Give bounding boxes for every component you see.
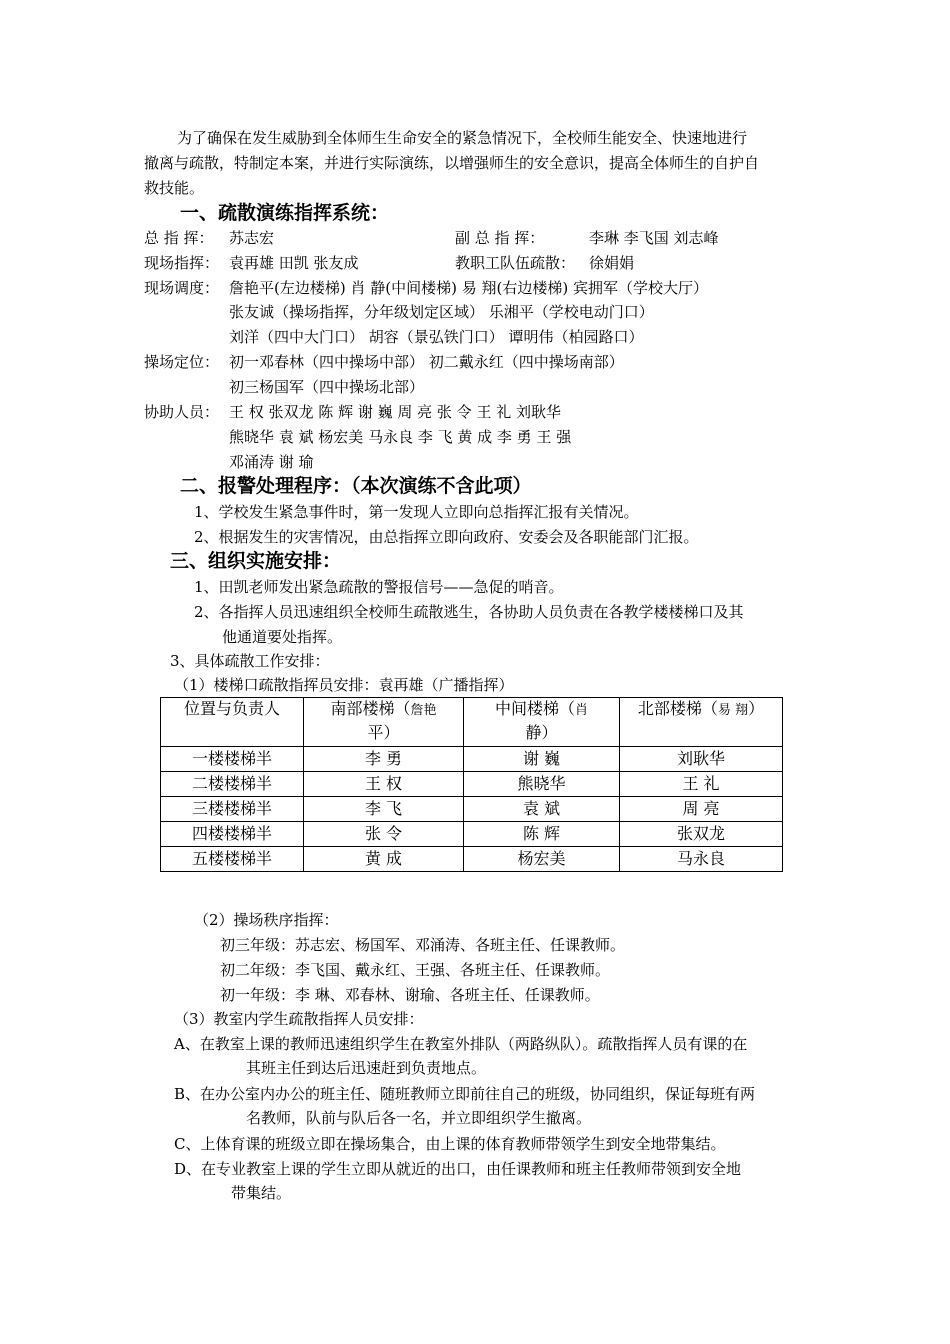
dispatch-line-3: 刘洋（四中大门口） 胡容（景弘铁门口） 谭明伟（柏园路口） [229,328,644,346]
item-c-line-1: C、上体育课的班级立即在操场集合，由上课的体育教师带领学生到安全地带集结。 [174,1135,726,1153]
arrangement-item-2-line-2: 他通道要处指挥。 [222,628,343,646]
table-cell: 杨宏美 [464,847,620,872]
vice-commander-names: 李琳 李飞国 刘志峰 [589,229,719,247]
header-south-main: 南部楼梯（ [330,699,411,718]
dispatch-line-2: 张友诚（操场指挥，分年级划定区域） 乐湘平（学校电动门口） [229,303,654,321]
header-middle-main: 中间楼梯（ [494,699,575,718]
table-row [161,822,783,847]
header-position [161,698,304,747]
dispatch-label: 现场调度： [144,279,220,297]
stairway-subheading: （1）楼梯口疏散指挥员安排：袁再雄（广播指挥） [174,676,514,694]
alarm-item-2: 2、根据发生的灾害情况，由总指挥立即向政府、安委会及各职能部门汇报。 [194,528,699,546]
arrangement-item-2-line-1: 2、各指挥人员迅速组织全校师生疏散逃生，各协助人员负责在各教学楼楼梯口及其 [194,603,744,621]
alarm-item-1: 1、学校发生紧急事件时，第一发现人立即向总指挥汇报有关情况。 [194,503,639,521]
table-row [161,747,783,772]
grade-3-assignment: 初三年级：苏志宏、杨国军、邓涌涛、各班主任、任课教师。 [220,936,626,954]
table-cell: 李 飞 [304,797,464,822]
table-row [161,797,783,822]
item-b-line-2: 名教师，队前与队后各一名，并立即组织学生撤离。 [246,1109,592,1127]
table-cell: 黄 成 [304,847,464,872]
field-position-line-1: 初一邓春林（四中操场中部） 初二戴永红（四中操场南部） [229,353,624,371]
table-cell: 四楼楼梯半 [161,822,304,847]
staff-evacuation-name: 徐娟娟 [589,254,635,272]
item-a-line-2: 其班主任到达后迅速赶到负责地点。 [246,1059,487,1077]
item-a-line-1: A、在教室上课的教师迅速组织学生在教室外排队（两路纵队）。疏散指挥人员有课的在 [174,1035,748,1053]
commander-name: 苏志宏 [229,229,275,247]
table-cell: 五楼楼梯半 [161,847,304,872]
playground-subheading: （2）操场秩序指挥： [194,911,339,929]
intro-line-2: 撤离与疏散，特制定本案，并进行实际演练，以增强师生的安全意识，提高全体师生的自护自 [144,154,760,172]
field-position-label: 操场定位： [144,353,220,371]
table-header-row [161,698,783,747]
table-row [161,847,783,872]
dispatch-line-1: 詹艳平(左边楼梯) 肖 静(中间楼梯) 易 翔(右边楼梯) 宾拥军（学校大厅） [229,279,708,297]
section3-heading: 三、组织实施安排： [170,550,342,572]
header-north-stair [620,698,783,747]
commander-label: 总 指 挥： [144,229,214,247]
table-cell: 熊晓华 [464,772,620,797]
header-north-name: 易 翔 [717,703,749,718]
grade-2-assignment: 初二年级：李飞国、戴永红、王强、各班主任、任课教师。 [220,961,611,979]
section1-heading: 一、疏散演练指挥系统： [180,202,390,224]
assistants-line-3: 邓涌涛 谢 瑜 [229,453,314,471]
table-cell: 马永良 [620,847,783,872]
table-cell: 张 令 [304,822,464,847]
site-command-label: 现场指挥： [144,254,220,272]
assistants-line-1: 王 权 张双龙 陈 辉 谢 巍 周 亮 张 令 王 礼 刘耿华 [229,403,561,421]
table-cell: 陈 辉 [464,822,620,847]
header-position-text: 位置与负责人 [183,699,280,718]
table-cell: 张双龙 [620,822,783,847]
staff-evacuation-label: 教职工队伍疏散： [455,254,576,272]
table-cell: 周 亮 [620,797,783,822]
table-cell: 刘耿华 [620,747,783,772]
classroom-subheading: （3）教室内学生疏散指挥人员安排： [174,1010,424,1028]
header-south-name: 詹艳 [410,703,437,718]
stairway-table [160,697,783,872]
assistants-label: 协助人员： [144,403,220,421]
arrangement-item-3: 3、具体疏散工作安排： [170,652,330,670]
table-cell: 李 勇 [304,747,464,772]
vice-commander-label: 副 总 指 挥： [455,229,545,247]
intro-line-3: 救技能。 [144,179,205,197]
grade-1-assignment: 初一年级：李 琳、邓春林、谢瑜、各班主任、任课教师。 [220,986,600,1004]
table-cell: 三楼楼梯半 [161,797,304,822]
table-cell: 袁 斌 [464,797,620,822]
intro-line-1: 为了确保在发生威胁到全体师生生命安全的紧急情况下，全校师生能安全、快速地进行 [177,129,748,147]
header-north-main: 北部楼梯（ [637,699,718,718]
item-d-line-1: D、在专业教室上课的学生立即从就近的出口，由任课教师和班主任教师带领到安全地 [174,1160,742,1178]
header-north-tail: ） [748,699,765,718]
table-row [161,772,783,797]
table-cell: 王 礼 [620,772,783,797]
assistants-line-2: 熊晓华 袁 斌 杨宏美 马永良 李 飞 黄 成 李 勇 王 强 [229,428,572,446]
table-cell: 一楼楼梯半 [161,747,304,772]
field-position-line-2: 初三杨国军（四中操场北部） [229,378,425,396]
arrangement-item-1: 1、田凯老师发出紧急疏散的警报信号——急促的哨音。 [194,578,564,596]
item-d-line-2: 带集结。 [231,1184,292,1202]
header-south-tail: 平） [367,723,400,742]
item-b-line-1: B、在办公室内办公的班主任、随班教师立即前往自己的班级，协同组织，保证每班有两 [174,1085,756,1103]
section2-heading: 二、报警处理程序：（本次演练不含此项） [180,475,532,497]
table-cell: 谢 巍 [464,747,620,772]
header-middle-tail: 静） [525,723,558,742]
header-south-stair [304,698,464,747]
header-middle-name: 肖 [575,703,589,718]
site-command-names: 袁再雄 田凯 张友成 [229,254,359,272]
header-middle-stair [464,698,620,747]
table-cell: 王 权 [304,772,464,797]
table-cell: 二楼楼梯半 [161,772,304,797]
